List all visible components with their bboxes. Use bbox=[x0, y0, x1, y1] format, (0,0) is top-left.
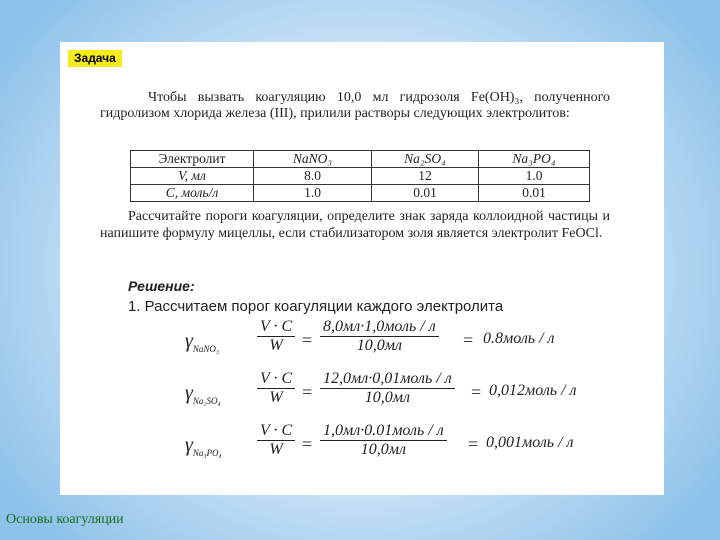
result-value: 0,001моль / л bbox=[486, 434, 574, 451]
fraction-values: 12,0мл·0,01моль / л 10,0мл bbox=[320, 370, 455, 407]
table-cell: С, моль/л bbox=[131, 185, 254, 202]
equals-sign: = bbox=[302, 330, 313, 350]
table-cell: 0.01 bbox=[479, 185, 590, 202]
fraction-values: 1,0мл·0.01моль / л 10,0мл bbox=[320, 422, 447, 459]
table-cell: 12 bbox=[372, 168, 479, 185]
result-value: 0,012моль / л bbox=[489, 382, 577, 399]
equals-sign: = bbox=[302, 434, 313, 454]
table-header-cell: Na₂SO₄ bbox=[372, 151, 479, 168]
gamma-symbol: $\gamma_{Na_2SO_4}$ bbox=[185, 382, 221, 406]
table-cell: 1.0 bbox=[254, 185, 372, 202]
table-header-row bbox=[131, 151, 590, 168]
table-cell: 1.0 bbox=[479, 168, 590, 185]
formula-na2so4 bbox=[185, 370, 645, 414]
fraction-values: 8,0мл·1,0моль / л 10,0мл bbox=[320, 318, 439, 355]
equals-sign: = bbox=[302, 382, 313, 402]
table-cell: 8.0 bbox=[254, 168, 372, 185]
table-row bbox=[131, 168, 590, 185]
table-cell: 0.01 bbox=[372, 185, 479, 202]
fraction-vc-w: $\frac{V \cdot C}{W}$ bbox=[257, 370, 295, 407]
formula-na3po4 bbox=[185, 422, 645, 466]
table-header-cell: NaNO₃ bbox=[254, 151, 372, 168]
problem-question: Рассчитайте пороги коагуляции, определите знак заряда коллоидной частицы и напишите формулу мицеллы, если стабилизатором золя является электролит FeOCl. bbox=[100, 209, 610, 241]
table-header-cell: Электролит bbox=[131, 151, 254, 168]
step-1-text: 1. Рассчитаем порог коагуляции каждого электролита bbox=[128, 298, 504, 315]
electrolyte-table bbox=[130, 150, 590, 202]
task-badge: Задача bbox=[68, 50, 122, 67]
slide-footer-title: Основы коагуляции bbox=[6, 512, 124, 527]
table-row bbox=[131, 185, 590, 202]
table-header-cell: Na₃PO₄ bbox=[479, 151, 590, 168]
gamma-symbol: $\gamma_{Na_3PO_4}$ bbox=[185, 434, 222, 458]
slide-content bbox=[60, 42, 664, 495]
problem-statement: Чтобы вызвать коагуляцию 10,0 мл гидрозоля Fe(OH)₃, полученного гидролизом хлорида железа (III), прилили растворы следующих электролитов: bbox=[100, 90, 610, 121]
solution-heading: Решение: bbox=[128, 278, 195, 294]
problem-text-2 bbox=[100, 208, 610, 242]
problem-text bbox=[100, 90, 610, 122]
table-cell: V, мл bbox=[131, 168, 254, 185]
equals-sign: = bbox=[471, 382, 482, 402]
equals-sign: = bbox=[463, 330, 474, 350]
formula-nano3 bbox=[185, 318, 645, 362]
gamma-symbol: $\gamma_{NaNO_3}$ bbox=[185, 330, 220, 354]
equals-sign: = bbox=[468, 434, 479, 454]
result-value: 0.8моль / л bbox=[483, 330, 555, 347]
fraction-vc-w: $\frac{V \cdot C}{W}$ bbox=[257, 422, 295, 459]
fraction-vc-w: $\frac{V \cdot C}{W}$ bbox=[257, 318, 295, 355]
